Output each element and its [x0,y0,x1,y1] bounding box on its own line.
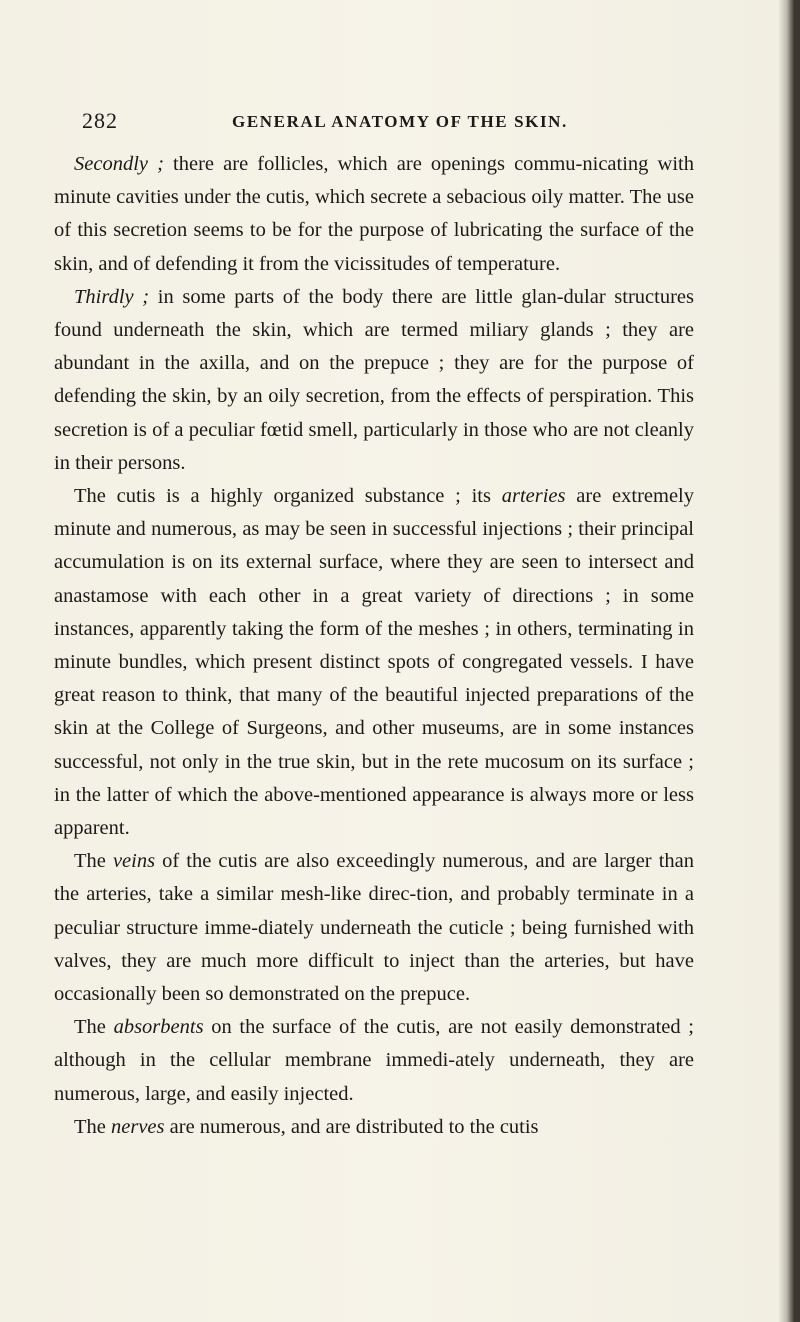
paragraph-text: are numerous, and are distributed to the cutis [164,1115,539,1138]
paragraph-lead: Thirdly ; [74,285,150,308]
paragraph-text: The [74,850,113,873]
running-head: GENERAL ANATOMY OF THE SKIN. [232,112,568,131]
term-arteries: arteries [501,485,566,508]
paragraph-text: are extremely minute and numerous, as may be seen in successful injections ; their principal accumulation is on its external surface, where they are seen to intersect and anastamose with each other in a great variety of directions ; in some instances, apparently taking the form of the meshes ; in others, terminating in minute bundles, which present distinct spots of congregated vessels. I have great reason to think, that many of the beautiful injected preparations of the skin at the College of Surgeons, and other museums, are in some instances successful, not only in the true skin, but in the rete mucosum on its surface ; in the latter of which the above-mentioned appearance is always more or less apparent. [54,485,695,840]
page-header [82,108,682,136]
page-number: 282 [82,108,118,133]
paragraph-absorbents [54,1011,694,1111]
body-text [54,148,694,1144]
term-nerves: nerves [111,1115,165,1138]
book-binding-edge [794,0,800,1322]
paragraph-text: in some parts of the body there are little glan-dular structures found underneath the skin, which are termed miliary glands ; they are abundant in the axilla, and on the prepuce ; they are for the purpose of defending the skin, by an oily secretion, from the effects of perspiration. This secretion is of a peculiar fœtid smell, particularly in those who are not cleanly in their persons. [54,285,694,474]
paragraph-text: The [74,1115,111,1138]
paragraph-nerves [54,1111,694,1144]
term-absorbents: absorbents [113,1016,204,1039]
paragraph-lead: Secondly ; [74,153,164,175]
paragraph-text: of the cutis are also exceedingly numerous, and are larger than the arteries, take a similar mesh-like direc-tion, and probably terminate in a peculiar structure imme-diately underneath the cuticle ; being furnished with valves, they are much more difficult to inject than the arteries, but have occasionally been so demonstrated on the prepuce. [54,850,694,1006]
paragraph-thirdly [54,281,694,480]
paragraph-arteries [54,480,694,845]
paragraph-text: The [74,1016,114,1039]
paragraph-veins [54,845,694,1011]
paragraph-text: there are follicles, which are openings commu-nicating with minute cavities under the cutis, which secrete a sebacious oily matter. The use of this secretion seems to be for the purpose of lubricating the surface of the skin, and of defending it from the vicissitudes of temperature. [54,153,694,275]
paragraph-text: on the surface of the cutis, are not easily demonstrated ; although in the cellular membrane immedi-ately underneath, they are numerous, large, and easily injected. [54,1016,694,1105]
paragraph-secondly [54,148,694,281]
paragraph-text: The cutis is a highly organized substance ; its [74,485,502,508]
term-veins: veins [112,850,156,873]
